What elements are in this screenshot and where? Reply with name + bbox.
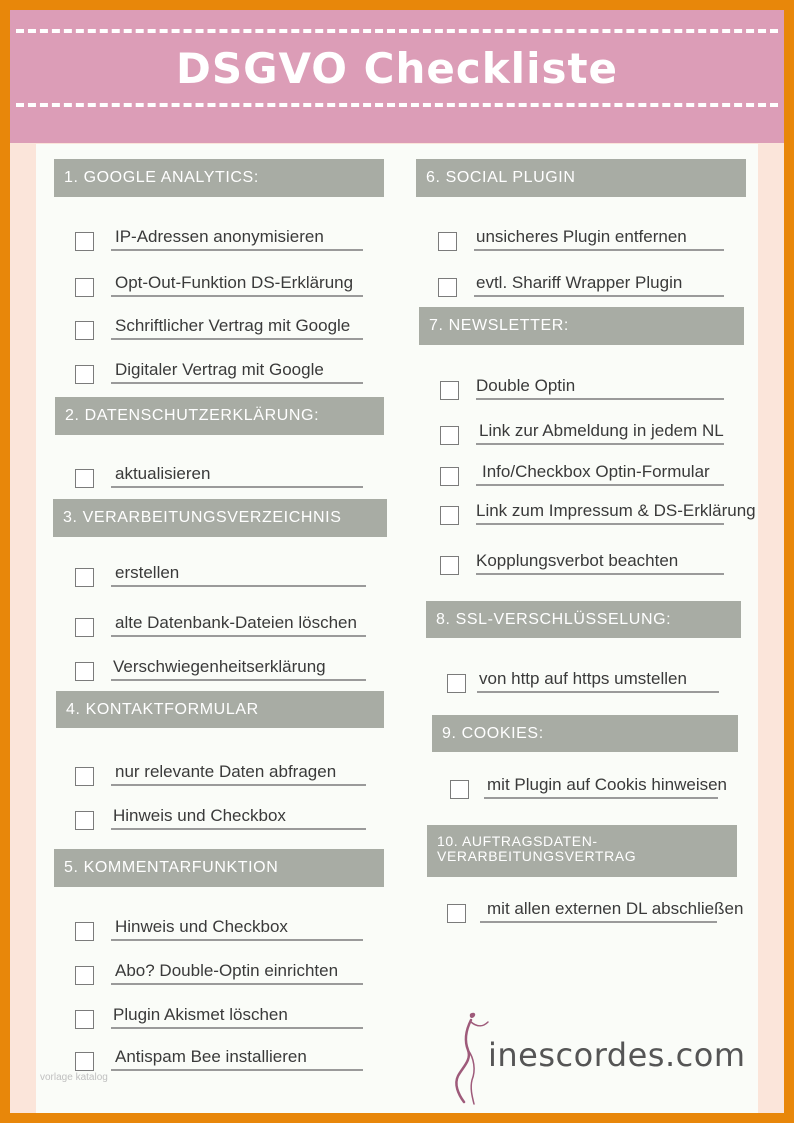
underline (111, 338, 363, 340)
section-header-auftragsdaten (427, 825, 737, 877)
underline (111, 939, 363, 941)
checkbox[interactable] (75, 966, 94, 985)
checkbox[interactable] (75, 568, 94, 587)
underline (476, 523, 724, 525)
item-label: alte Datenbank-Dateien löschen (115, 613, 357, 632)
item-label: Link zur Abmeldung in jedem NL (479, 421, 724, 440)
underline (480, 921, 717, 923)
checkbox[interactable] (75, 321, 94, 340)
underline (111, 1027, 363, 1029)
item-label: Digitaler Vertrag mit Google (115, 360, 324, 379)
item-label: aktualisieren (115, 464, 211, 483)
section-header-ssl: 8. SSL-VERSCHLÜSSELUNG: (426, 601, 741, 638)
checkbox[interactable] (447, 674, 466, 693)
checkbox[interactable] (438, 278, 457, 297)
underline (111, 295, 363, 297)
brand-name: inescordes.com (488, 1036, 746, 1074)
section-header-cookies: 9. COOKIES: (432, 715, 738, 752)
checkbox[interactable] (440, 467, 459, 486)
underline (111, 1069, 363, 1071)
checkbox[interactable] (75, 1010, 94, 1029)
underline (111, 585, 366, 587)
underline (474, 295, 724, 297)
item-label: nur relevante Daten abfragen (115, 762, 337, 781)
watermark: vorlage katalog (40, 1072, 108, 1083)
header-line: 10. AUFTRAGSDATEN- (437, 833, 598, 849)
checkbox[interactable] (75, 922, 94, 941)
checkbox[interactable] (75, 469, 94, 488)
page-title: DSGVO Checkliste (175, 44, 619, 93)
section-header-kommentarfunktion: 5. KOMMENTARFUNKTION (54, 849, 384, 887)
checkbox[interactable] (450, 780, 469, 799)
checkbox[interactable] (447, 904, 466, 923)
checkbox[interactable] (440, 381, 459, 400)
item-label: von http auf https umstellen (479, 669, 687, 688)
item-label: mit Plugin auf Cookis hinweisen (487, 775, 728, 794)
item-label: Schriftlicher Vertrag mit Google (115, 316, 351, 335)
item-label: Abo? Double-Optin einrichten (115, 961, 339, 980)
checkbox[interactable] (75, 1052, 94, 1071)
underline (111, 486, 363, 488)
underline (111, 679, 366, 681)
item-label: Plugin Akismet löschen (113, 1005, 288, 1024)
item-label: unsicheres Plugin entfernen (476, 227, 687, 246)
header-line: VERARBEITUNGSVERTRAG (437, 848, 637, 864)
section-header-newsletter: 7. NEWSLETTER: (419, 307, 744, 345)
item-label: Kopplungsverbot beachten (476, 551, 679, 570)
underline (111, 784, 366, 786)
underline (111, 249, 363, 251)
checkbox[interactable] (438, 232, 457, 251)
dashed-line-top (16, 29, 778, 33)
checkbox[interactable] (75, 767, 94, 786)
item-label: Link zum Impressum & DS-Erklärung (476, 501, 756, 520)
item-label: Opt-Out-Funktion DS-Erklärung (115, 273, 354, 292)
checkbox[interactable] (75, 618, 94, 637)
item-label: Hinweis und Checkbox (113, 806, 286, 825)
underline (477, 691, 719, 693)
item-label: evtl. Shariff Wrapper Plugin (476, 273, 683, 292)
checkbox[interactable] (75, 278, 94, 297)
checkbox[interactable] (440, 426, 459, 445)
item-label: Verschwiegenheitserklärung (113, 657, 326, 676)
underline (474, 249, 724, 251)
checkbox[interactable] (75, 365, 94, 384)
underline (111, 983, 363, 985)
section-header-google-analytics: 1. GOOGLE ANALYTICS: (54, 159, 384, 197)
item-label: Antispam Bee installieren (115, 1047, 307, 1066)
item-label: mit allen externen DL abschließen (487, 899, 744, 918)
dancer-figure-icon (444, 1010, 494, 1110)
title-banner (10, 10, 784, 143)
underline (476, 443, 724, 445)
item-label: IP-Adressen anonymisieren (115, 227, 324, 246)
underline (111, 828, 366, 830)
checkbox[interactable] (75, 232, 94, 251)
dashed-line-bottom (16, 103, 778, 107)
underline (476, 484, 724, 486)
item-label: Double Optin (476, 376, 576, 395)
page-frame (10, 10, 784, 1113)
checkbox[interactable] (75, 811, 94, 830)
section-header-verarbeitungsverzeichnis: 3. VERARBEITUNGSVERZEICHNIS (53, 499, 387, 537)
section-header-datenschutzerklaerung: 2. DATENSCHUTZERKLÄRUNG: (55, 397, 384, 435)
section-header-kontaktformular: 4. KONTAKTFORMULAR (56, 691, 384, 728)
checkbox[interactable] (75, 662, 94, 681)
underline (111, 635, 366, 637)
underline (476, 573, 724, 575)
item-label: Hinweis und Checkbox (115, 917, 288, 936)
checkbox[interactable] (440, 506, 459, 525)
section-header-social-plugin: 6. SOCIAL PLUGIN (416, 159, 746, 197)
item-label: erstellen (115, 563, 180, 582)
checkbox[interactable] (440, 556, 459, 575)
underline (476, 398, 724, 400)
underline (111, 382, 363, 384)
item-label: Info/Checkbox Optin-Formular (482, 462, 710, 481)
underline (484, 797, 718, 799)
brand-logo (444, 1010, 744, 1110)
